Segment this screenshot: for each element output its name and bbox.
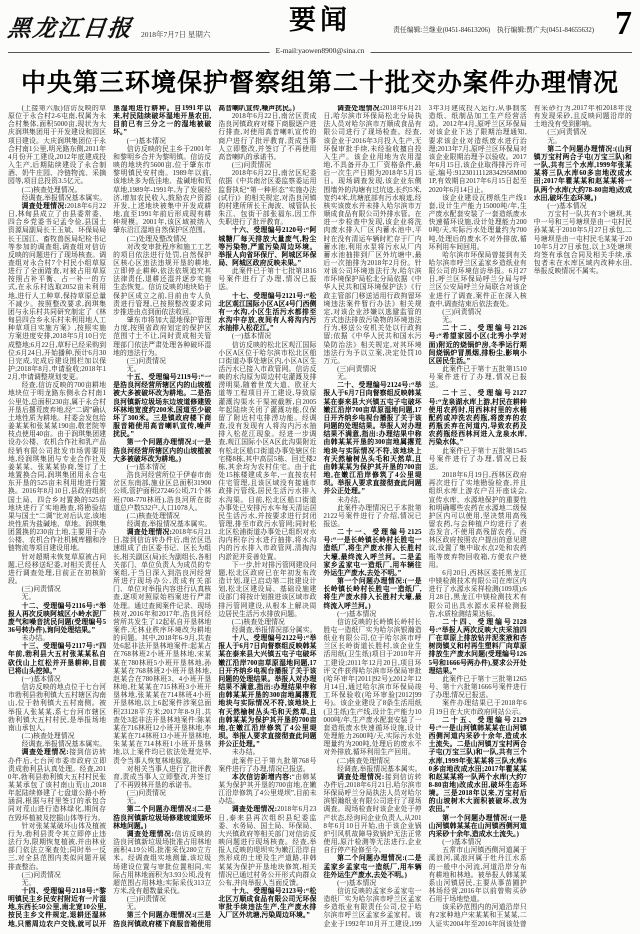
paragraph: 十五、受理编号2119号:“一是浩良河经营所辖区内的山坡植被大多被破坏改为耕地。二是浩良河镇新垃圾场东边坡道修建毁坏林地宽度约200米,国道至少破坏了300米。三是镇政府楼下商服音箱使用高音喇叭宣传,噪声扰民。”: [113, 374, 212, 439]
paragraph: (一)基本情况: [21, 675, 61, 683]
paragraph: 无。: [21, 879, 36, 887]
paragraph: 无。: [126, 904, 141, 912]
paragraph: (三)问责情况: [231, 162, 272, 170]
paragraph: 本次信访新增内容:“由韩某某为保护其开垦的700亩地,在嫩江沿岸修筑了4公里堤坝”,目前未办结。: [218, 773, 317, 806]
paragraph: 肇东市将加大湿地保护管理力度,按照省政府划定的保护区范围寸土不让,同时责成相关管理部门依法严肃处理各种破坏湿地的违法行为。: [113, 317, 212, 357]
paragraph: 无。: [21, 594, 36, 602]
paragraph: 浩良河经营所位于伊春市南岔区东南部,施业区总面积31900公顷,管护面积27246公顷,71个林班(708-770林班),浩良河所在街道总户数532户,人口1078人。: [113, 472, 212, 512]
paragraph: 二十二、受理编号2126号:“希望家园小区(北秀小学对面)附近的烧锅炉房,冬季运行期间烧锅炉冒黑烟,排粉尘,影响小区居民生活。”: [428, 325, 527, 365]
paragraph: 十八、受理编号2122号:“举报人于6月7日向督察组反映韩某某在泰来县大兴镇五屯子屯破坏嫩江沿岸700亩草原湿地问题,17日开齐纳乡电视台播报了关于该问题的处理结果。举报人对办理结果不满意,指出:办理结果中称由韩某某开垦的300亩地属撂荒地块与实际情况不符,该地块上有天然榆树丛头毛和天然草,且由韩某某为保护其开垦的700亩地,在嫩江沿岸修筑了4公里堤坝。举报人要求直接彻查此问题并公正处理。”: [218, 635, 317, 749]
paragraph: (一)基本情况: [126, 463, 166, 471]
article-columns: [8, 105, 632, 931]
paragraph: 2018年6月19日,西林区政府再次进行了实地勘验检查,并且组织水库上游农户召开座谈会,宣传水库、水源地保护的重要性和明确哪些农药在水源地二级保护区内可以使用,坚决禁用高残留农药,与会种植户均进行了表态发言,不使用高残留农药。西林区政府按照农户提出的意见建议,设置了集中取水点2处和农药瓶等废弃物回收箱,方便农户使用。: [428, 472, 527, 569]
paragraph: 万宝村一队共有3个塘坝,其中一号和三号塘坝是由一屯村民孙某某于2010年5月27日承包,二号塘坝是由一屯村民毛某某于2010年5月27日承包,以上3处塘坝均签有承包合同及相关手续,承包者未在水库区域内改种水田,举报反映情况不属实。: [533, 211, 632, 276]
paragraph: 下一步,针对排污管网建设问题,松北区政府已在年初发布改造计划,现已启动第二批建设计划,松北区建设局、基础设施建设部门将按计划推进该区域市政排污管网建设,从根本上解决周边居民生活污水排放问题。: [218, 561, 317, 618]
paragraph: 未办结。: [231, 749, 260, 757]
paragraph: 针对张某某破坏山体及植被行为,勃利县责令其立即停止违法行为,限期恢复植被,并由林业部门依法立案查处;同时举一反三,对全县范围内类似问题开展排查整治。: [8, 822, 107, 871]
paragraph: (三)问责情况: [126, 357, 166, 365]
paragraph: 二十五、受理编号2129号:“一是山河镇韩某某在山河镇西侧河道内采砂十余年,造成水土流失。二是山河镇万宝村两合子屯(万宝三队)和一队,共有三个水库,1999年张某某将三队水库60多亩地改成水田;2017年瞿某某和赵某某将一队两个水库(大约78-80亩地)改成水田,破坏生态环境。三是2018年以来,万宝村后的山坡树木大面积被破坏,改为农田。”: [428, 716, 527, 814]
paragraph: 信访反映的民主乡于2001年和黎明乡合并为黎明镇。信访反映的地块约5600亩,位于肇东市黎明镇民安村南。1989年以前,该地块多为低洼地、盐碱地和荒草地,1989年-1991年,为了发展经济,增加农民收入,鼓励农户资源开发,上述地块被集中开发成耕地,直至1991年前后形成现有耕种规模。2001年,该区域被纳入肇东沿江湿地自然保护区范围。: [113, 145, 212, 235]
paragraph: 经调查,举报情况部分属实。: [231, 627, 317, 634]
paragraph: 经查,信访反映的700亩耕地地块位于明龙路东侧永合村南1公里处,总面积230亩,属于永合村开垦后撂荒废弃地,经“二调”确认土地性质为耕地。村委会发包给姜某某和张某某190亩,敬老院等枝点使用40亩。由于润琪集团建设办公楼、农机合作社和乳产品经销有限公司批发市场需要用地,经润琪集团与专业合作社及姜某某、张某某协商,签订了土地置换合同,润琪集团用永合屯东开垦的525亩未利用地进行置换。2016年8月10日,县政府组织国土局、四合乡对置换的525亩地块进行了实地勘查,将勘验结果与国土“二调”比对后认定,该地块性质为盐碱地、草地。润琪集团置换的230亩土地,主要用于办公楼、农机合作社机械库棚和冷链物流等项目建设用地。: [8, 382, 107, 553]
paragraph: (一)基本情况: [547, 202, 587, 210]
paragraph: (一)基本情况: [126, 137, 166, 145]
paragraph: (一)基本情况: [337, 610, 377, 618]
paragraph: 此案件办理情况已于本批第2122号案件进行了介绍,情况已报送。: [323, 504, 422, 528]
paragraph: 第一个问题办理情况:(一是长岭镇长岭村长胜屯一造纸厂,将生产废水排入长胜村大壕,最终流入呼兰河。): [323, 578, 422, 610]
paragraph: 第三个问题办理情况:(三是浩良河镇政府楼下商服音箱使用高音喇叭宣传,噪声扰民。): [113, 105, 295, 928]
paragraph: (二)核查处理情况。: [21, 186, 82, 194]
paragraph: 十九、受理编号2123号:“松北区万顺成食品有限公司无环保审批手续违法生产,生产废水排入厂区外坑塘,污染周边环境。”: [218, 888, 317, 920]
paragraph: 无。: [126, 366, 141, 373]
paragraph: (三)问责情况: [126, 896, 166, 904]
paragraph: 信访反映的长岭镇长岭村长胜屯一造纸厂实为哈尔滨银瀚造纸业有限公司,位于哈尔滨市呼兰区长岭街道长胜村,该企业生活用纸(卫生纸)项目于2010年开工建设;2011年12月20日,项目环评文件获得哈尔滨市环保局审批(哈环审年[2011]92号);2012年12月14日,通过哈尔滨市环保局竣工环保验收(哈环审验[2012]99号)。该企业建设了8条生活用纸(卫生纸)生产线,设计生产能力10000吨/年,生产废水配套安装了一套造纸废水快速循环设施,设计处理能力2600吨/天,实际污水处理量约为200吨,处理后的废水不对外排放,循环利用生产回用。: [323, 618, 422, 757]
paragraph: 针对超期未恢复草原被占问题,已经移送纪委,对相关责任人进行调查处理,目前正在初核阶段。: [8, 553, 107, 586]
paragraph: 二十四、受理编号2128号:“举报人两次反映大庆采油四厂在草原上排放钻井泥浆液和杏树岗镇义和村再生塑料厂向草原排放生产废水问题(受理编号1265号和1666号两办件),要求公开处理结果。”: [428, 618, 527, 675]
paragraph: (二)核查处理情况: [126, 512, 180, 520]
date-line: 2018年7月7日 星期六: [141, 30, 211, 39]
paragraph: 调查处理情况:接到信访转办件后,2018年6月21日,哈尔滨市环保局呼兰分局执法人员对哈尔滨银瀚纸业有限公司进行了现场调查。现场检查时该企业处于停产状态,经询问企业负责人,从2018年6月10日开始,由于该企业锅炉引风机故障导致锅炉无法正常使用,原汁检测等无法进行,企业自行停产检修至今。: [323, 773, 422, 855]
page-header: [8, 6, 632, 53]
editors-line: 责任编辑:兰继业(0451-84613206) 执行编辑:贾广夫(0451-84655632): [393, 27, 594, 34]
paragraph: 十四、受理编号2118号:“黎明镇民主乡民安村附近有一片湿地,东西长50公里,南北宽10公里,按民主乡文件规定,退耕还湿林地,只需周边农户交钱,就可以开垦湿地进行耕种。自1991年以来,村民陆续破坏湿地开垦农田,目前已有三分之一的湿地被破坏。”: [8, 105, 212, 928]
paragraph: 哈尔滨市环保局曾接到有关哈尔滨市呼兰区孟家乡造纸业有限公司的环境信访举报。6月27日,呼兰区环保局呼兰分局与呼兰区公安局呼兰分局联合对该企业进行了调查,案件正在深入核查中,调查结束后依法查处。: [428, 251, 527, 308]
headline: 中央第三环境保护督察组第二十批交办案件办理情况: [20, 69, 619, 97]
paragraph: 无。: [547, 137, 562, 145]
paragraph: 经调查,举报情况基本属实。: [337, 765, 422, 773]
paragraph: 第一个问题办理情况:(一是山河镇韩某某在山河镇西侧河道内采砂十余年,造成水土流失。): [428, 814, 527, 838]
paragraph: 第二个问题办理情况:(二是浩良河镇新垃圾场修建坡道毁坏林地问题。): [113, 806, 212, 830]
paragraph: 第二个问题办理情况:(山河镇万宝村两合子屯(万宝三队)和一队,共有三个水库,1999年张某某将三队水库60多亩地改成水田;2017年瞿某某和赵某某将一队两个水库(大约78-80亩地)改成水田,破坏生态环境。): [533, 145, 632, 202]
paragraph: 二十一、受理编号2125号:“一是长岭镇长岭村长胜屯一造纸厂,将生产废水排入长胜村大壕,最终流入呼兰河。二是孟家乡孟家屯一造纸厂,用车辆往外运生产废水,去处不明。”: [323, 529, 422, 577]
paragraph: 调查处理情况:2018年6月21日,哈尔滨市环保局松北分局执法人员对哈尔滨市万顺成食品有限公司进行了现场检查。经查,该企业于2016年3月投入生产,无环保审批手续,未经验收擅自投入生产。该企业用地为农用湿地,不具备开办工厂资格条件,最后一次生产日期为2018年5月15日。现场调查发现,该企业东侧围墙外的沟塘有过坑迹,长约5米,宽约4米,坑塘底部有污水痕迹,经核实该废水并未排入哈尔滨市万顺成食品有限公司外排水管。在进一步检查中发现,该企业将洗肉废水排入厂区内蓄水池中,平时在没有清运车辆时贮存于厂内蓄水池,利用水泵将污水从厂内蓄水池抽排到厂区外坑塘中,最后一次抽排为2018年2月份。针对该公司环境违法行为,哈尔滨市环境保护局松北分局依据《中华人民共和国环境保护法》《行政主管部门移送适用行政拘留环境违法案件暂行办法》相关规定,对该企业涉嫌以逃避监管的方式违法排放污染物的环境违法行为,移送公安机关处以行政拘留;依据《中华人民共和国水污染防治法》相关规定,对其环境违法行为予以立案,决定处罚10万元。: [323, 105, 422, 365]
paragraph: 二十、受理编号2124号:“举报人于6月7日向督察组反映韩某某在泰来县大兴镇五屯子屯破坏嫩江沿岸700亩草原湿地问题,17日开齐纳乡电视台播报了关于该问题的处理结果。举报人对办理结果不满意,指出:办理结果中称由韩某某开垦的300亩地属撂荒地块与实际情况不符,该地块上有天然榆树丛头毛和天然草,且由韩某某为保护其开垦的700亩地,在嫩江沿岸修筑了4公里堤坝。举报人要求直接彻查此问题并公正处理。”: [323, 382, 422, 496]
paragraph: 十七、受理编号2121号:“松北区观江国际小区A区4号门西侧有一水沟,小区生活污水都排至水沟中存放,夜间有人将沟内污水抽排入松花江。”: [218, 292, 317, 333]
page-number: 7: [615, 5, 632, 42]
paragraph: 无。: [337, 374, 351, 382]
masthead: 黑龙江日报: [6, 16, 135, 41]
paragraph: (三)问责情况: [337, 366, 377, 373]
paragraph: (二)核查处理情况: [21, 733, 75, 741]
paragraph: 五常市山河镇西侧河道属于溪浪河,溪浪河属于牡丹江水系的一般中小河流,河道沿岸分布有耕地和林地。被举报人韩某某系山河镇居民,主要从事苗圃护林场经营,2016年以前曾购买砂石用于场地垫道。: [428, 847, 527, 904]
paragraph: 经调查,举报情况基本属实。: [126, 520, 212, 528]
masthead-block: [8, 10, 210, 43]
email-line: E-mail:yaowen8900@sina.cn: [270, 46, 371, 55]
paragraph: (一)基本情况: [442, 839, 482, 847]
paragraph: 十二、受理编号2116号:“举报人再次反映阿城区小岭水泥厂废气和噪音扰民问题(受理编号536号转办件),询问处理结果。”: [8, 602, 107, 634]
paragraph: (二)核查处理情况: [337, 757, 391, 765]
paragraph: (二)核查处理情况: [231, 618, 285, 626]
paragraph: 信访反映的地点位于七台河市勃利县勃利镇大五村辖区沟南山,位于勃利镇大五村南侧。被举报人张某某,系七台河市辖区勃利镇大五村村民,是举报场地南山承包人。: [8, 684, 107, 732]
paragraph: 此案件已于第十三批第1265号、第十六批第1666号案件进行了办理,情况已报送。: [428, 675, 527, 700]
paragraph: 十六、受理编号2120号:“阿城糖厂每天排放大量废气,粉尘等污染物,严重污染周边环境。举报人向省环保厅、阿城区环保局、阿城区政府反映未果。”: [218, 227, 317, 267]
paragraph: 调查处理情况:接到信访转办件后,七台河市委市政府立即责成勃利县认真处理。经查,2010年,勃利县勃利镇大五村村民张某某承包了该村南山荒山,2018年起陆续修建了七盘道公路小桥涵洞,根据与村里签订的承包合同对荒山进行造林绿化,期间存在毁坏植被及挖掘山体等行为。: [8, 749, 107, 822]
paragraph: (上接第六版)信访反映的草原位于永合村2-6屯南,权属为永合村集体,面积5000亩,现状为大庆润琪集团用于开发建设和园区项目建设。大庆润琪集团位于永合村南1公里,明光路东侧,2011年4月份开工建设,2012年底建成投入生产,后期陆续建设了永合制酒、奶牛庄园、冷链物流、采摘园等,项目总投资3.5亿元。: [8, 105, 107, 186]
paragraph: 未办结。: [337, 496, 365, 504]
paragraph: (一)基本情况: [231, 333, 272, 341]
paragraph: 调查处理情况:信访反映的浩良河镇新垃圾场批准占用林地面积4.19公顷,批准采伐280立方米。经调查组实地测量,该垃圾场建设位置与审批位置相同,实际占用林地面积为3.93公顷,没有超范围占用林地;实际采伐313立方米,没有超数量采伐。: [113, 830, 212, 895]
paragraph: (三)问责情况: [547, 129, 587, 137]
paragraph: 此案件已于第十五批第1510号案件进行了办理,情况已报送。: [428, 366, 527, 390]
paragraph: 经调查,举报情况基本属实。: [21, 194, 107, 202]
paragraph: 信访反映的孟家乡孟家屯一造纸厂实为哈尔滨市呼兰区孟家乡造纸业有限责任公司,位于哈尔滨市呼兰区孟家乡孟家村。该企业于1992年10月开工建设,1993年3月建成投入运行,从事制浆造纸、纸制品加工生产经营活动。2012年4月,原呼兰区环保局对该企业下达了限期治理通知,要求该企业对造纸废水进行治理;2013年7月,原呼兰区环保局对该企业限期治理予以验收。2017年6月15日,该企业取得排污许可证,编号:91230111128342958M001P,有效期自2017年6月15日起至2020年6月14日止。: [323, 105, 527, 928]
paragraph: 十三、受理编号2117号:“四年前,勃利县大五村张某某私自砍伐山上红松并开垦耕种,目前已将山头挖掉。”: [8, 643, 107, 675]
paragraph: 经调查,举报情况基本属实。: [21, 741, 107, 749]
paragraph: 无。: [126, 798, 141, 806]
paragraph: 二十三、受理编号2127号:“龙泉湖水库上游,村民在耕种使用农药时,用西林村里的水桶配药或冲洗农药瓶,将废弃的农药瓶丢弃在河道内,导致农药及农药瓶经西林河进入龙泉水库,污染水体。”: [428, 390, 527, 447]
paragraph: 第二个问题办理情况:(二是孟家乡孟家屯一造纸厂,用车辆往外运生产废水,去处不明。): [323, 855, 422, 879]
paragraph: 调查处理情况:2018年6月21日,接到信访转办件后,南岔区迅速组成了由区委书记、区长为组长,相关副区(局)长为副组长,各相关部门、单位负责人为成员的专案组,于当日深入到浩良河经营所进行现场办公,责成有关部门、单位对举报内容进行认真核查,逐项对照原始档案进行严肃处理。通过查阅案件记录、现场核对,2016年和2017年,浩良河经营所共发生了12起私自开垦林地案件,无林业秩序环境改为耕地的问题。其中,2018年6-9月,共查处6起非法开垦林地案件:起某占在768林班2小班开垦林地,宋某某在780林班5小班开垦林地,孙某某在768林班2小班开垦林地,赵某合在780林班3、4小班开垦林地,杜某某在715林班3小班开垦林地,张某某在714林班4小班开垦林地,以上6起案件涉案总面积23128平方米;2017年8-9月,共查处3起非法开垦林地案件:陈某某在716林班12小班开垦林地,李某某在714林班13小班开垦林地,朱某某在714林班1小班开垦林地,以上案件均已依法处理完毕,责令当事人恢复林地原貌。: [113, 529, 212, 765]
paragraph: 2018年6月22日,南岔区责成浩良河镇政府对楼下商服逐户进行排查,对使用高音喇叭宣传的商户进行了批评教育,责成当事人立即整改,并签订了不再使用高音喇叭的承诺书。: [218, 113, 317, 161]
section-title: 要闻: [288, 5, 351, 35]
paragraph: (三)问责情况: [442, 308, 482, 316]
paragraph: 对相关当事人进行了批评教育,责成当事人立即整改,并签订了不再毁林开垦的承诺书。: [113, 765, 212, 789]
paragraph: 此案件已于第十七批第1816号案件进行了办理,情况已报送。: [218, 268, 317, 292]
paragraph: 无。: [442, 317, 457, 325]
section-block: [270, 5, 371, 55]
paragraph: 该采砂范围内的河道沿岸只有2家种地户宋某某和王某某,二人证实2004年至2016年间该处曾有采砂行为,2017年和2018年没有发现采砂,且反映问题沿岸的土地没有受到影响。: [428, 105, 632, 928]
paragraph: 此案件已于第十五批第1545号案件进行了办理,情况已报送。: [428, 447, 527, 471]
paragraph: (三)问责情况: [21, 871, 61, 879]
paragraph: 此案件已于第九批第768号案件进行了办理,情况已报送。: [218, 757, 317, 773]
paragraph: 调查处理情况:2018年6月23日,泰来县再次组织县纪委监委、水务局、国土局、环保局、大兴镇政府等相关部门对信访反映问题进行现场核查。经查,举报人反映的堤坝实为嫩江沿岸自然形成的土埂及生产道路,非韩某某为保护开垦地块修筑,相关情况已通过村务公开形式向群众公布,并向举报人当面反馈。: [218, 806, 317, 887]
paragraph: 案件办理结果已于2018年6月19日在大庆市政府网站公示。: [428, 700, 527, 716]
paragraph: (三)问责情况: [126, 790, 166, 798]
paragraph: (二)处理及整改情况: [126, 235, 187, 243]
paragraph: 未办结。: [21, 635, 50, 643]
paragraph: 2018年6月22日,南岔区纪委依据《中共南岔区委监察委运用监督执纪“第一种形态”实施办法(试行)》的相关规定,对浩良河镇的村建所所长王海波、城管队长朱江、包街干部张福东,因工作失职进行了批评教育。: [218, 170, 317, 227]
paragraph: 该企业建设瓦楞纸生产线1套,设计生产能力15000吨/年,生产废水配套安装了一套造纸废水快速循环设施,设计处理能力2000吨/天,实际污水处理量约为700吨,处理后的废水不对外排放,循环利用车间回用。: [428, 194, 527, 251]
paragraph: 第一个问题办理情况:(一是浩良河经营所辖区内的山坡植被大多被破坏改为耕地。): [113, 439, 212, 463]
paragraph: 信访反映的松北区观江国际小区A区位于哈尔滨市松北区船口街道办事处辖区内,小区A区生活污水已接入市政管网。信访反映的水沟原为周边村屯灌溉及排涝明渠,随着世茂大道、欧亚大道等工程项目开工建设,导致原灌溉沟渠水干渠被截断,自2005年起陆续关闭了灌溉功能,仅保留了附近村屯排涝功能。经调查,没有发现有人将沟内污水抽排入松花江现象。经进一步调查,观江国际小区A区此沟渠附近有松北区船口街道办事处辖区住宅楼8栋,其中高层5栋、回迁楼2栋,其余均为农村住宅。由于此处15栋楼建成多年,一直按农村住宅管理,且该区域没有接通市政排污管线,居民生活污水排入水沟渠。目前,松北区船口街道办事处已安排污水车每天清运居民生活污水,并按要求进行封闭管理,排至市政污水管网;同时松北区松浦街道办事处已组织对水沟内积存污水进行抽排,将水沟内的污水排入市政管网,清掏沟内淤泥并妥善处置。: [218, 341, 317, 561]
paragraph: 对改变审批程序和施工工艺的项目依法进行处罚,自然保护区核心区违法违规开垦的耕地,立即停止耕种,依法依规追究其法律责任,退耕还湿并逐步实施生态恢复。信访反映的地块始于保护区成立之前,目前由专人负责进行管理,已按照整改要求同步推进由点到面依法收回。: [113, 243, 212, 316]
paragraph: 6月20日,西林区委托黑龙江中镁检测技术有限公司在库区内进行了水源水采样检测(109项);6月28日,黑龙江中镁检测技术有限公司出具水源水采样检测报告,水质检测结果达标。: [428, 569, 527, 618]
paragraph: 调查处理情况:2018年6月22日,林甸县成立了由县委常委、四合乡党委书记孟令俭,县国土资源局副局长王玉斌、环保局局长王国江、畜牧兽医局纪检书记等参加的调查组,调查组对信访反映的问题进行了现场核查。调查组对永合村7个村民小组草原进行了全面踏查,对被占用草原按照占补平衡、占一补一的方式,在永乐村选取2052亩未利用地,进行人工种草,保持草原总量不减少。按照整改要求,润琪集团与永乐村共同研究制定了《林甸县四合乡永乐村未利用地人工种草项目实施方案》,按照实施方案进度安排,2018年5月10日完成整地;6月22日,草籽已经采购到位;6月24日,开始播种,预计6月30日完成,完成后建设围栏加以保护;2018年8月,申请验收;2018年12月,申请调整规划变更。: [8, 202, 107, 382]
paragraph: (三)问责情况: [21, 586, 61, 594]
paragraph: (一)基本情况: [337, 879, 377, 887]
